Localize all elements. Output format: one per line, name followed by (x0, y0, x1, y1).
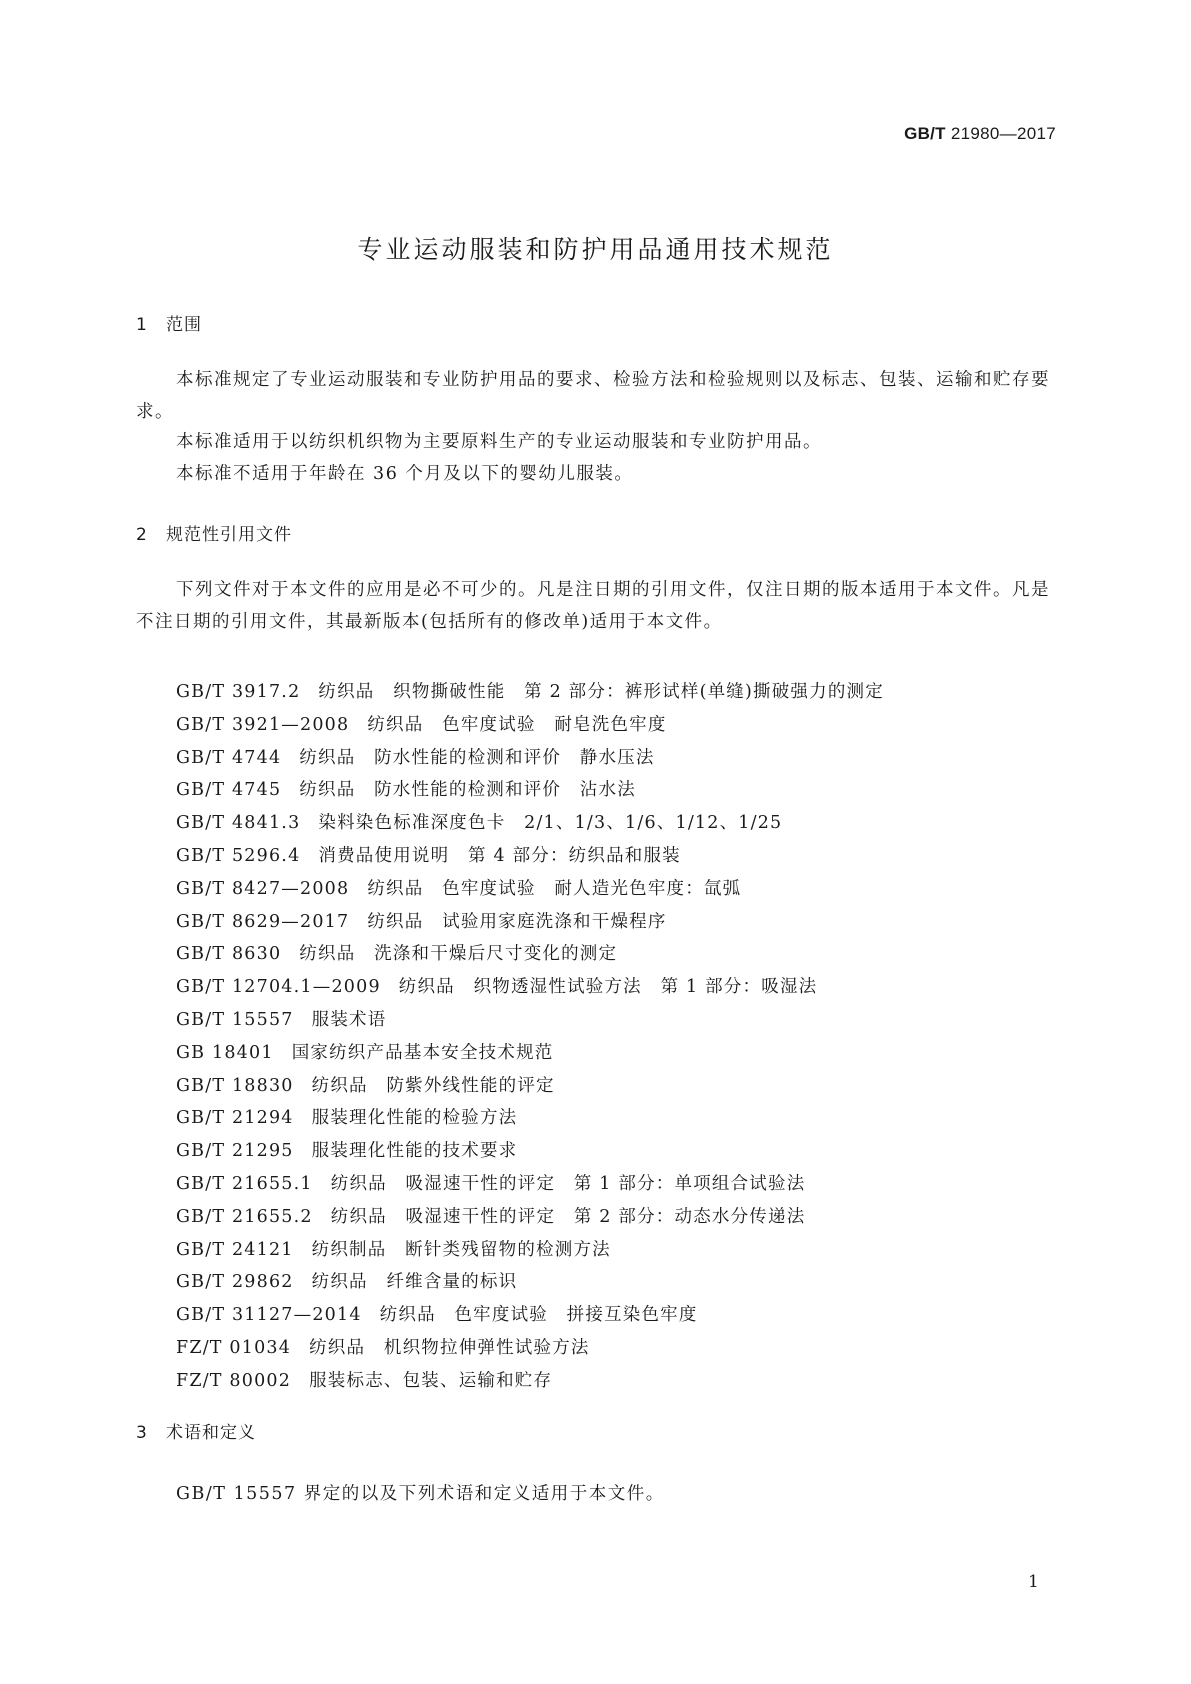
reference-code: GB/T 24121 (176, 1239, 294, 1260)
reference-title: 纺织品 色牢度试验 拼接互染色牢度 (379, 1305, 698, 1326)
reference-item (176, 1201, 884, 1234)
reference-code: GB/T 4745 (176, 780, 282, 801)
reference-title: 纺织品 吸湿速干性的评定 第 2 部分：动态水分传递法 (330, 1206, 806, 1227)
reference-code: GB/T 21655.1 (176, 1173, 313, 1194)
section-number: 3 (136, 1423, 148, 1443)
standard-code-prefix: GB/T (904, 124, 946, 143)
section-title: 规范性引用文件 (166, 525, 292, 545)
reference-item (176, 1266, 884, 1299)
reference-code: GB/T 29862 (176, 1272, 294, 1293)
reference-code: GB/T 15557 (176, 1009, 294, 1030)
reference-item (176, 971, 884, 1004)
reference-title: 纺织品 防紫外线性能的评定 (311, 1075, 555, 1096)
reference-item (176, 1332, 884, 1365)
reference-title: 纺织品 防水性能的检测和评价 静水压法 (299, 747, 655, 768)
reference-code: GB/T 21295 (176, 1141, 294, 1162)
section-number: 1 (136, 315, 148, 335)
reference-item (176, 1102, 884, 1135)
reference-title: 纺织品 洗涤和干燥后尺寸变化的测定 (299, 944, 618, 965)
reference-item (176, 1037, 884, 1070)
reference-title: 服装理化性能的检验方法 (311, 1108, 518, 1129)
section-2-intro: 下列文件对于本文件的应用是必不可少的。凡是注日期的引用文件，仅注日期的版本适用于本文件。凡是不注日期的引用文件，其最新版本(包括所有的修改单)适用于本文件。 (136, 580, 1050, 632)
section-1-paragraph: 本标准规定了专业运动服装和专业防护用品的要求、检验方法和检验规则以及标志、包装、运输和贮存要求。 (136, 370, 1050, 422)
reference-title: 纺织品 吸湿速干性的评定 第 1 部分：单项组合试验法 (330, 1173, 806, 1194)
reference-item (176, 1070, 884, 1103)
reference-title: 消费品使用说明 第 4 部分：纺织品和服装 (318, 845, 681, 866)
section-number: 2 (136, 525, 148, 545)
reference-item (176, 938, 884, 971)
reference-item (176, 1365, 884, 1398)
reference-title: 服装标志、包装、运输和贮存 (309, 1370, 553, 1391)
reference-code: GB/T 31127—2014 (176, 1305, 362, 1326)
reference-title: 染料染色标准深度色卡 2/1、1/3、1/6、1/12、1/25 (318, 813, 783, 834)
reference-item (176, 906, 884, 939)
reference-code: GB/T 18830 (176, 1075, 294, 1096)
section-1-paragraph: 本标准不适用于年龄在 36 个月及以下的婴幼儿服装。 (176, 464, 634, 484)
reference-item (176, 807, 884, 840)
normative-reference-list (176, 676, 884, 1398)
document-title: 专业运动服装和防护用品通用技术规范 (357, 235, 834, 264)
reference-item (176, 1135, 884, 1168)
reference-item (176, 840, 884, 873)
reference-code: GB/T 12704.1—2009 (176, 977, 381, 998)
reference-title: 纺织品 试验用家庭洗涤和干燥程序 (367, 911, 667, 932)
reference-title: 纺织品 色牢度试验 耐皂洗色牢度 (367, 714, 667, 735)
reference-item (176, 1004, 884, 1037)
reference-code: GB/T 21294 (176, 1108, 294, 1129)
section-3-paragraph: GB/T 15557 界定的以及下列术语和定义适用于本文件。 (176, 1484, 665, 1504)
reference-code: GB 18401 (176, 1042, 274, 1063)
reference-item (176, 774, 884, 807)
section-2-heading (136, 520, 292, 545)
reference-code: FZ/T 80002 (176, 1370, 292, 1391)
page-number: 1 (1028, 1572, 1039, 1592)
reference-item (176, 1234, 884, 1267)
reference-title: 国家纺织产品基本安全技术规范 (291, 1042, 554, 1063)
reference-title: 纺织品 织物撕破性能 第 2 部分：裤形试样(单缝)撕破强力的测定 (318, 682, 884, 702)
reference-title: 服装术语 (311, 1009, 387, 1030)
section-title: 范围 (166, 315, 202, 335)
reference-code: GB/T 8629—2017 (176, 911, 350, 932)
reference-title: 纺织品 纤维含量的标识 (311, 1272, 518, 1293)
reference-code: GB/T 5296.4 (176, 845, 301, 866)
reference-title: 纺织品 色牢度试验 耐人造光色牢度：氙弧 (367, 878, 742, 899)
reference-code: GB/T 4841.3 (176, 813, 301, 834)
reference-title: 纺织品 机织物拉伸弹性试验方法 (309, 1337, 590, 1358)
reference-title: 服装理化性能的技术要求 (311, 1141, 518, 1162)
standard-code-number: 21980—2017 (950, 124, 1056, 143)
reference-code: GB/T 8630 (176, 944, 282, 965)
section-title: 术语和定义 (166, 1423, 256, 1443)
reference-title: 纺织品 防水性能的检测和评价 沾水法 (299, 780, 636, 801)
section-1-heading (136, 310, 202, 335)
reference-item (176, 1299, 884, 1332)
reference-title: 纺织品 织物透湿性试验方法 第 1 部分：吸湿法 (398, 977, 818, 998)
section-3-heading (136, 1418, 256, 1443)
standard-code-header (904, 124, 1056, 144)
reference-code: FZ/T 01034 (176, 1337, 292, 1358)
reference-item (176, 676, 884, 709)
reference-item (176, 742, 884, 775)
reference-code: GB/T 8427—2008 (176, 878, 350, 899)
reference-item (176, 873, 884, 906)
reference-code: GB/T 3917.2 (176, 682, 301, 702)
reference-item (176, 709, 884, 742)
reference-item (176, 1168, 884, 1201)
reference-title: 纺织制品 断针类残留物的检测方法 (311, 1239, 611, 1260)
reference-code: GB/T 3921—2008 (176, 714, 350, 735)
reference-code: GB/T 21655.2 (176, 1206, 313, 1227)
section-1-paragraph: 本标准适用于以纺织机织物为主要原料生产的专业运动服装和专业防护用品。 (176, 432, 822, 452)
reference-code: GB/T 4744 (176, 747, 282, 768)
